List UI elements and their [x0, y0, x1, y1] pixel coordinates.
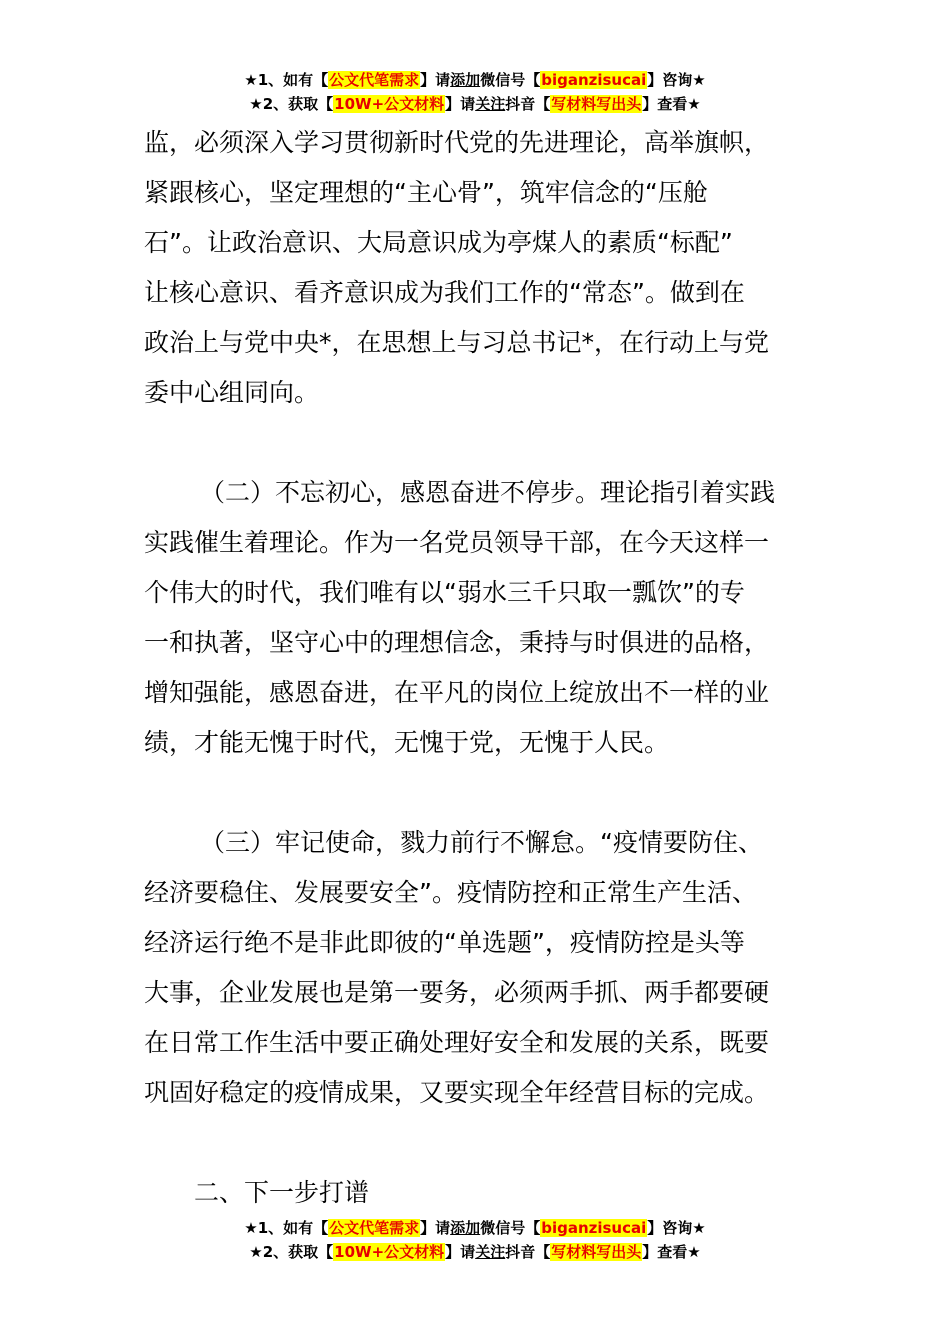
promo-text: 】请 [420, 71, 451, 89]
text-line: 实践催生着理论。作为一名党员领导干部，在今天这样一 [144, 528, 770, 557]
promo-text: 2、获取【 [262, 95, 334, 113]
promo-text: 1、如有【 [257, 1219, 329, 1237]
star-icon: ★ [244, 71, 258, 89]
text-line: 经济要稳住、发展要安全”。疫情防控和正常生产生活、 [144, 878, 757, 907]
text-line: 巩固好稳定的疫情成果，又要实现全年经营目标的完成。 [144, 1078, 770, 1107]
highlight-wechat-id: biganzisucai [541, 1219, 647, 1237]
promo-text: 1、如有【 [257, 71, 329, 89]
underlined-text: 添加 [450, 71, 481, 89]
star-icon: ★ [692, 1219, 706, 1237]
text-line: 个伟大的时代，我们唯有以“弱水三千只取一瓢饮”的专 [144, 578, 745, 607]
text-line: 委中心组同向。 [144, 378, 320, 407]
text-line: 增知强能，感恩奋进，在平凡的岗位上绽放出不一样的业 [144, 678, 770, 707]
promo-footer [0, 1216, 950, 1264]
highlight-wechat-id: biganzisucai [541, 71, 647, 89]
star-icon: ★ [244, 1219, 258, 1237]
star-icon: ★ [687, 95, 701, 113]
text-line: 政治上与党中央*，在思想上与习总书记*，在行动上与党 [144, 328, 770, 357]
promo-text: 】查看 [642, 1243, 688, 1261]
star-icon: ★ [692, 71, 706, 89]
text-line: 经济运行绝不是非此即彼的“单选题”，疫情防控是头等 [144, 928, 745, 957]
text-line: 监，必须深入学习贯彻新时代党的先进理论，高举旗帜， [144, 128, 770, 157]
text-line: （三）牢记使命，戮力前行不懈怠。“疫情要防住、 [200, 828, 763, 857]
promo-text: 】请 [420, 1219, 451, 1237]
promo-text: 】请 [445, 1243, 476, 1261]
text-line: 绩，才能无愧于时代，无愧于党，无愧于人民。 [144, 728, 670, 757]
promo-text: 2、获取【 [262, 1243, 334, 1261]
promo-line-1 [0, 1216, 950, 1240]
paragraph-two [144, 468, 808, 768]
underlined-text: 关注 [475, 1243, 506, 1261]
promo-text: 微信号【 [480, 71, 541, 89]
text-line: 紧跟核心，坚定理想的“主心骨”，筑牢信念的“压舱 [144, 178, 708, 207]
promo-header [0, 68, 950, 116]
star-icon: ★ [687, 1243, 701, 1261]
section-heading: 二、下一步打谱 [194, 1178, 370, 1207]
promo-text: 抖音【 [505, 1243, 551, 1261]
highlight-douyin: 写材料写出头 [551, 95, 642, 113]
promo-text: 】查看 [642, 95, 688, 113]
star-icon: ★ [249, 95, 263, 113]
promo-line-1 [0, 68, 950, 92]
paragraph-continuation [144, 118, 808, 418]
underlined-text: 添加 [450, 1219, 481, 1237]
paragraph-gap [144, 768, 808, 818]
paragraph-gap [144, 418, 808, 468]
text-line: 在日常工作生活中要正确处理好安全和发展的关系，既要 [144, 1028, 770, 1057]
text-line: 一和执著，坚守心中的理想信念，秉持与时俱进的品格， [144, 628, 770, 657]
text-line: 让核心意识、看齐意识成为我们工作的“常态”。做到在 [144, 278, 745, 307]
highlight-service: 公文代笔需求 [329, 71, 420, 89]
promo-text: 抖音【 [505, 95, 551, 113]
promo-text: 微信号【 [480, 1219, 541, 1237]
promo-text: 】咨询 [647, 1219, 693, 1237]
document-body [144, 118, 808, 1218]
text-line: （二）不忘初心，感恩奋进不停步。理论指引着实践 [200, 478, 776, 507]
paragraph-three [144, 818, 808, 1118]
underlined-text: 关注 [475, 95, 506, 113]
highlight-materials: 10W+公文材料 [334, 1243, 445, 1261]
highlight-materials: 10W+公文材料 [334, 95, 445, 113]
star-icon: ★ [249, 1243, 263, 1261]
promo-text: 】请 [445, 95, 476, 113]
text-line: 大事，企业发展也是第一要务，必须两手抓、两手都要硬 [144, 978, 770, 1007]
promo-line-2 [0, 92, 950, 116]
text-line: 石”。让政治意识、大局意识成为亭煤人的素质“标配” [144, 228, 733, 257]
highlight-service: 公文代笔需求 [329, 1219, 420, 1237]
promo-text: 】咨询 [647, 71, 693, 89]
highlight-douyin: 写材料写出头 [551, 1243, 642, 1261]
promo-line-2 [0, 1240, 950, 1264]
paragraph-gap [144, 1118, 808, 1168]
